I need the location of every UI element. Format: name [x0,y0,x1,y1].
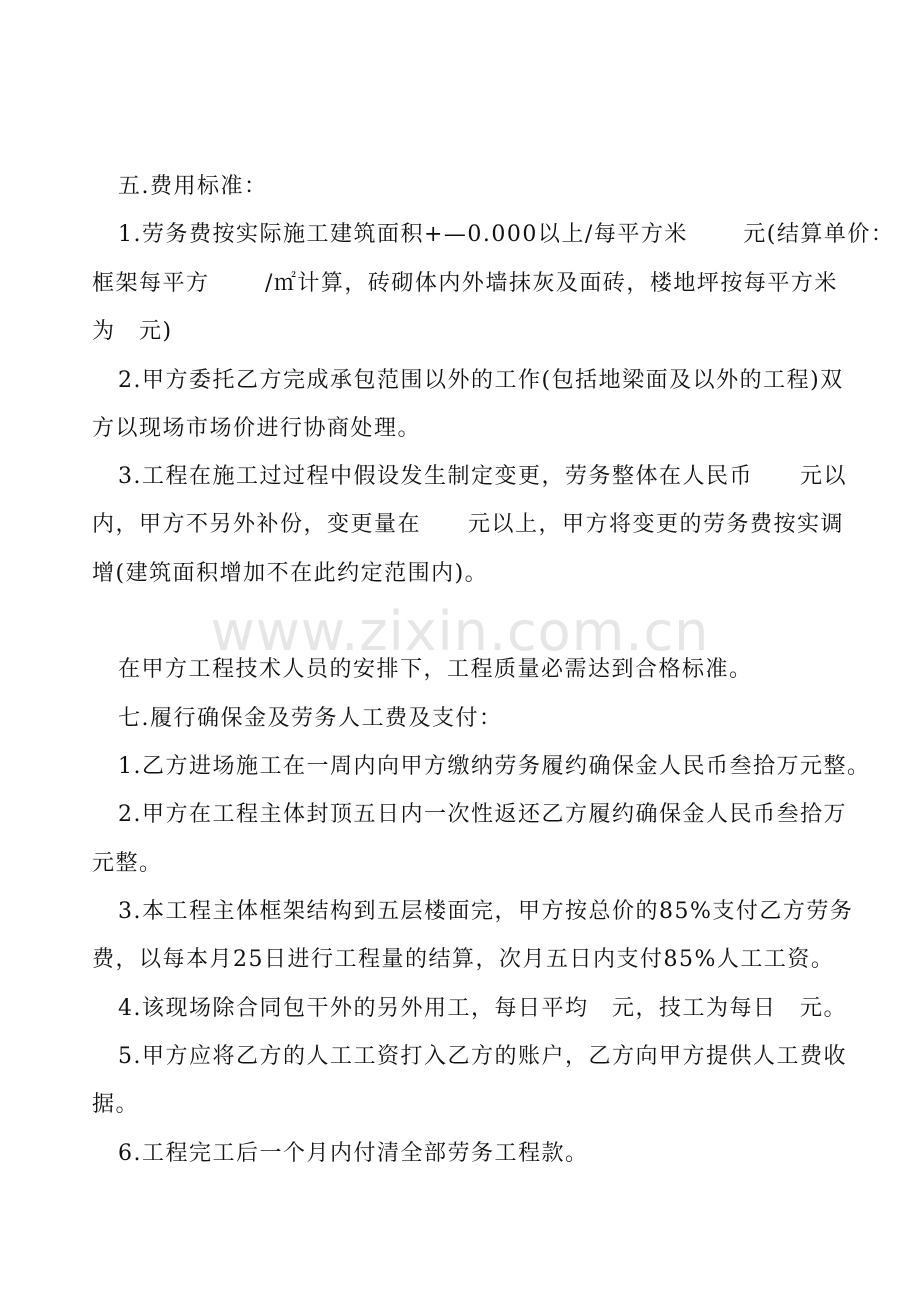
section-heading-deposit: 七.履行确保金及劳务人工费及支付： [118,706,503,731]
paragraph-line: 2.甲方在工程主体封顶五日内一次性返还乙方履约确保金人民币叁拾万 [118,802,847,827]
paragraph-line: 5.甲方应将乙方的人工工资打入乙方的账户，乙方向甲方提供人工费收 [118,1044,847,1069]
paragraph-line: 6.工程完工后一个月内付清全部劳务工程款。 [118,1141,589,1166]
section-heading-fees: 五.费用标准： [118,174,268,199]
paragraph-line: 1.劳务费按实际施工建筑面积+—0.000以上/每平方米 元(结算单价： [118,222,895,247]
paragraph-line: 元整。 [92,851,163,876]
paragraph-line: 方以现场市场价进行协商处理。 [92,416,422,441]
paragraph-line: 在甲方工程技术人员的安排下，工程质量必需达到合格标准。 [118,657,753,682]
paragraph-line: 内，甲方不另外补份，变更量在 元以上，甲方将变更的劳务费按实调 [92,512,845,537]
paragraph-line: 3.工程在施工过过程中假设发生制定变更，劳务整体在人民币 元以 [118,464,847,489]
paragraph-line: 4.该现场除合同包干外的另外用工，每日平均 元，技工为每日 元。 [118,996,847,1021]
paragraph-line: 费，以每本月25日进行工程量的结算，次月五日内支付85%人工工资。 [92,947,835,972]
paragraph-line: 增(建筑面积增加不在此约定范围内)。 [92,561,489,586]
paragraph-line: 1.乙方进场施工在一周内向甲方缴纳劳务履约确保金人民币叁拾万元整。 [118,754,871,779]
paragraph-line: 框架每平方 /㎡计算，砖砌体内外墙抹灰及面砖，楼地坪按每平方米 [92,271,838,296]
paragraph-line: 2.甲方委托乙方完成承包范围以外的工作(包括地梁面及以外的工程)双 [118,368,844,393]
paragraph-line: 3.本工程主体框架结构到五层楼面完，甲方按总价的85%支付乙方劳务 [118,899,854,924]
paragraph-line: 为 元) [92,319,173,344]
watermark: www.zixin.com.cn [210,600,710,663]
paragraph-line: 据。 [92,1092,140,1117]
